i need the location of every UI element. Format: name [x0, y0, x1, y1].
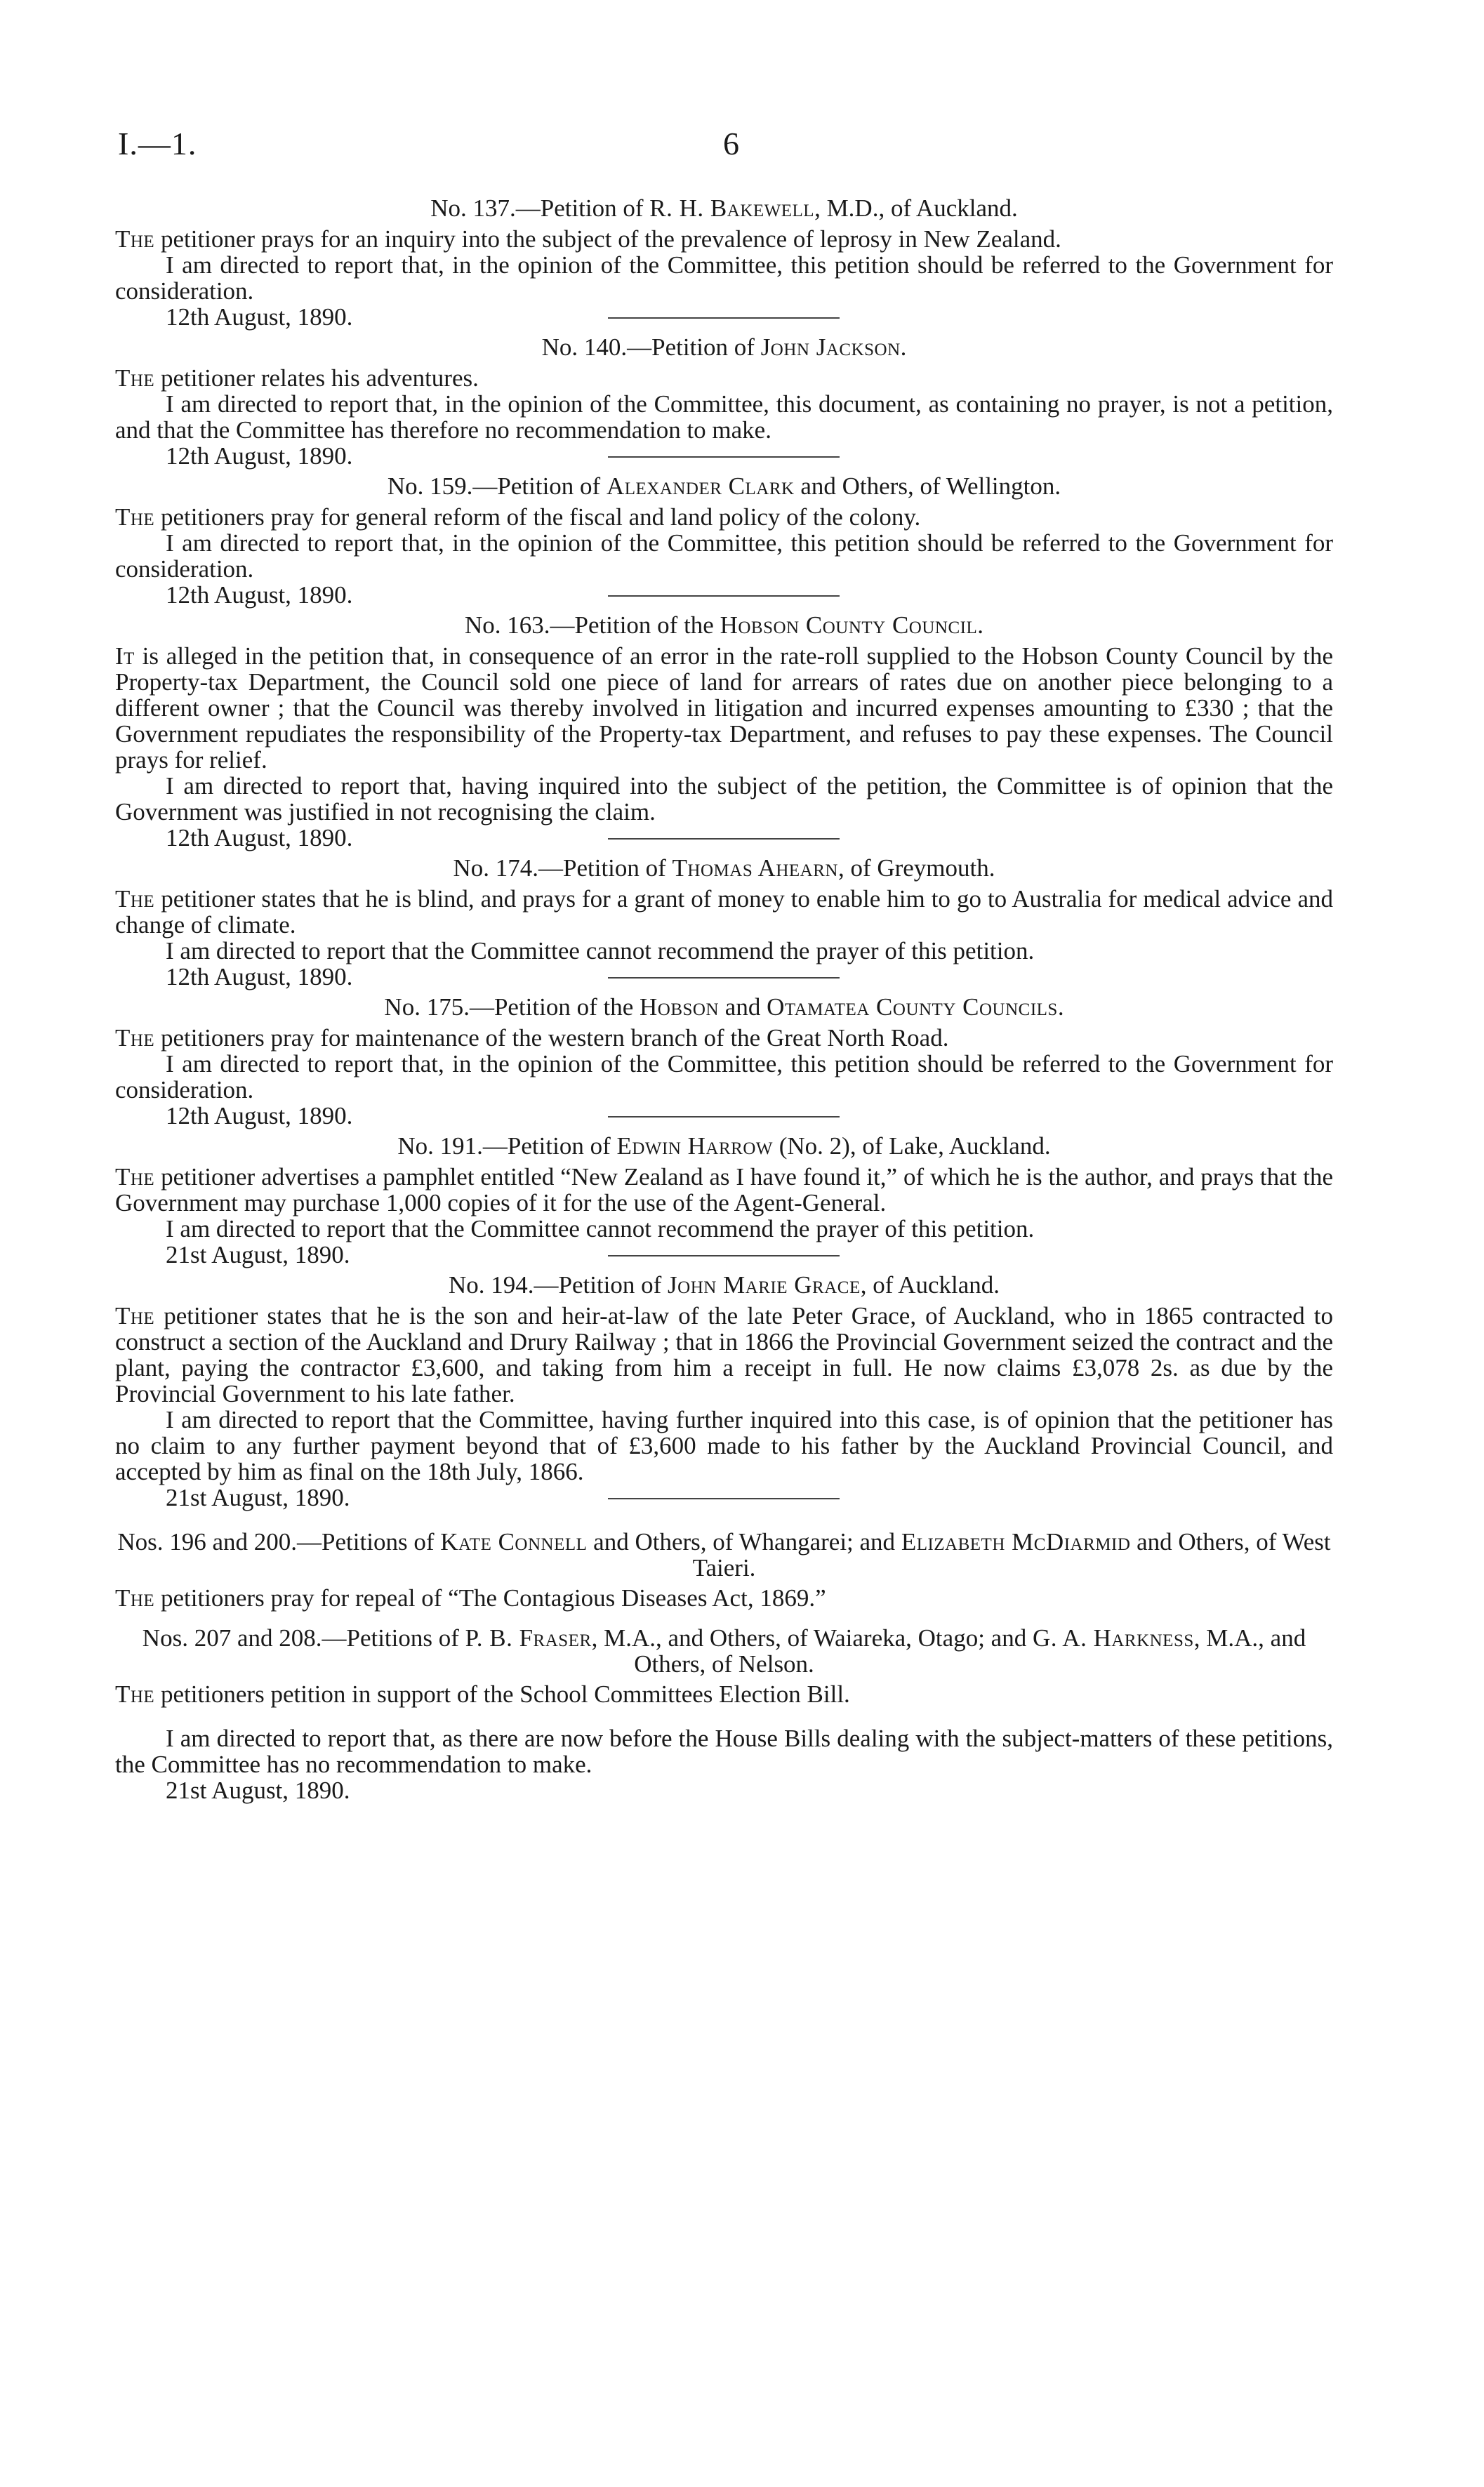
heading-text: Nos. 207 and 208.—Petitions of: [142, 1624, 465, 1652]
heading-text: , M.A., and Others, of Waiareka, Otago; and: [591, 1624, 1033, 1652]
heading-text: and: [719, 993, 767, 1021]
petition-section-140: [115, 333, 1333, 470]
petition-heading: [115, 473, 1333, 500]
heading-text: No. 191.—Petition of: [397, 1132, 617, 1160]
section-divider: [608, 456, 840, 458]
petition-heading: [115, 612, 1333, 639]
committee-report: I am directed to report that, as there are now before the House Bills dealing with the subject-matters of these petitions, the Committee has no recommendation to make.: [115, 1725, 1333, 1778]
committee-report: I am directed to report that the Committee cannot recommend the prayer of this petition.: [166, 937, 1035, 964]
petition-heading: [115, 195, 1333, 222]
report-date: 12th August, 1890.: [166, 581, 353, 609]
petition-heading: [115, 1133, 1333, 1160]
summary-text: petitioner states that he is the son and heir-at-law of the late Peter Grace, of Auckland, who in 1865 contracted to construct a section of the Auckland and Drury Railway ; that in 1866 the Provincial Government seized the contract and the plant, paying the contractor £3,600, and taking from him a receipt in full. He now claims £3,078 2s. as due by the Provincial Government to his late father.: [115, 1302, 1333, 1407]
report-date: 12th August, 1890.: [166, 1102, 353, 1129]
section-divider: [608, 838, 840, 840]
section-divider: [608, 1255, 840, 1256]
heading-text: (No. 2), of Lake, Auckland.: [772, 1132, 1051, 1160]
report-date: 21st August, 1890.: [166, 1484, 350, 1511]
petition-section-137: [115, 194, 1333, 331]
petitioner-name: R. H. Bakewell: [649, 194, 815, 222]
petition-section-combined: [115, 1515, 1333, 1803]
petitioner-name: John Jackson: [760, 333, 901, 361]
lead-word: The: [115, 1680, 155, 1708]
section-divider: [608, 595, 840, 597]
parliamentary-paper-reference: I.—1.: [118, 126, 197, 161]
committee-report: I am directed to report that the Committee, having further inquired into this case, is of opinion that the petitioner has no claim to any further payment beyond that of £3,600 made to his father by the Auckland Provincial Council, and accepted by him as final on the 18th July, 1866.: [115, 1406, 1333, 1485]
heading-text: , of Greymouth.: [837, 854, 995, 882]
summary-text: petitioner advertises a pamphlet entitled “New Zealand as I have found it,” of which he is the author, and prays that the Government may purchase 1,000 copies of it for the use of the Agent-General.: [115, 1163, 1333, 1216]
section-divider: [608, 317, 840, 319]
heading-text: , M.D., of Auckland.: [814, 194, 1018, 222]
petition-summary: [115, 1025, 1333, 1051]
heading-text: and Others, of Wellington.: [794, 472, 1061, 500]
petition-summary: [115, 886, 1333, 938]
summary-text: petitioners pray for repeal of “The Contagious Diseases Act, 1869.”: [154, 1584, 826, 1612]
report-date: 21st August, 1890.: [166, 1241, 350, 1268]
petition-summary: [115, 226, 1333, 252]
petition-section-175: [115, 993, 1333, 1129]
lead-word: The: [115, 1024, 155, 1052]
petitioner-name: Alexander Clark: [606, 472, 795, 500]
petition-section-163: [115, 611, 1333, 851]
petitioner-name: G. A. Harkness: [1032, 1624, 1194, 1652]
petitioner-name: Kate Connell: [440, 1528, 588, 1556]
heading-text: , of Auckland.: [860, 1271, 1000, 1299]
petition-heading: [115, 1625, 1333, 1677]
section-divider: [608, 1498, 840, 1499]
heading-text: No. 194.—Petition of: [448, 1271, 668, 1299]
petition-summary: [115, 504, 1333, 530]
summary-text: petitioners petition in support of the School Committees Election Bill.: [154, 1680, 850, 1708]
petitioner-name: Thomas Ahearn: [672, 854, 838, 882]
lead-word: It: [115, 642, 135, 670]
petition-summary: [115, 1303, 1333, 1407]
committee-report: I am directed to report that, in the opinion of the Committee, this petition should be referred to the Government for consideration.: [115, 1050, 1333, 1103]
petition-section-174: [115, 854, 1333, 990]
summary-text: petitioner states that he is blind, and prays for a grant of money to enable him to go to Australia for medical advice and change of climate.: [115, 885, 1333, 939]
lead-word: The: [115, 503, 155, 531]
petition-summary: [115, 1681, 1333, 1707]
petition-summary: [115, 1164, 1333, 1216]
petition-summary: [115, 643, 1333, 773]
lead-word: The: [115, 364, 155, 392]
petitions-report-body: [115, 195, 1333, 1803]
report-date: 21st August, 1890.: [166, 1777, 350, 1804]
lead-word: The: [115, 1163, 155, 1191]
section-divider: [608, 1116, 840, 1118]
summary-text: petitioners pray for maintenance of the western branch of the Great North Road.: [154, 1024, 949, 1052]
petition-section-191: [115, 1132, 1333, 1268]
petition-heading: [115, 994, 1333, 1021]
petition-summary: [115, 1585, 1333, 1611]
report-date: 12th August, 1890.: [166, 963, 353, 990]
heading-text: .: [977, 611, 983, 639]
heading-text: No. 163.—Petition of the: [465, 611, 720, 639]
heading-text: No. 175.—Petition of the: [384, 993, 640, 1021]
petitioner-name: John Marie Grace: [668, 1271, 861, 1299]
petition-heading: [115, 334, 1333, 361]
summary-text: petitioner relates his adventures.: [154, 364, 479, 392]
petitioner-name: Elizabeth McDiarmid: [901, 1528, 1131, 1556]
lead-word: The: [115, 225, 155, 253]
petition-summary: [115, 365, 1333, 391]
committee-report: I am directed to report that, in the opinion of the Committee, this petition should be referred to the Government for consideration.: [115, 529, 1333, 583]
lead-word: The: [115, 1302, 155, 1329]
report-date: 12th August, 1890.: [166, 442, 353, 470]
section-divider: [608, 977, 840, 979]
lead-word: The: [115, 1584, 155, 1612]
summary-text: petitioner prays for an inquiry into the subject of the prevalence of leprosy in New Zealand.: [154, 225, 1061, 253]
petitioner-name: Hobson County Council: [720, 611, 978, 639]
petition-section-194: [115, 1271, 1333, 1511]
heading-text: No. 159.—Petition of: [387, 472, 607, 500]
heading-text: .: [1057, 993, 1064, 1021]
heading-text: No. 174.—Petition of: [453, 854, 673, 882]
petitioner-name: P. B. Fraser: [465, 1624, 592, 1652]
summary-text: is alleged in the petition that, in consequence of an error in the rate-roll supplied to the Hobson County Council by the Property-tax Department, the Council sold one piece of land for arrears of rates due on another piece belonging to a different owner ; that the Council was thereby involved in litigation and incurred expenses amounting to £330 ; that the Government repudiates the responsibility of the Property-tax Department, and refuses to pay these expenses. The Council prays for relief.: [115, 642, 1333, 774]
committee-report: I am directed to report that the Committee cannot recommend the prayer of this petition.: [166, 1215, 1035, 1242]
report-date: 12th August, 1890.: [166, 303, 353, 331]
committee-report: I am directed to report that, in the opinion of the Committee, this document, as containing no prayer, is not a petition, and that the Committee has therefore no recommendation to make.: [115, 390, 1333, 444]
page-number: 6: [723, 126, 739, 161]
summary-text: petitioners pray for general reform of the fiscal and land policy of the colony.: [154, 503, 921, 531]
heading-text: , M.A., and Others, of Nelson.: [634, 1624, 1306, 1678]
heading-text: Nos. 196 and 200.—Petitions of: [117, 1528, 441, 1556]
petition-heading: [115, 1272, 1333, 1299]
heading-text: and Others, of West Taieri.: [692, 1528, 1331, 1581]
petitioner-name: Hobson: [640, 993, 720, 1021]
heading-text: and Others, of Whangarei; and: [587, 1528, 901, 1556]
report-date: 12th August, 1890.: [166, 824, 353, 851]
petition-heading: [115, 1529, 1333, 1581]
heading-text: .: [900, 333, 907, 361]
petition-heading: [115, 855, 1333, 882]
petition-section-159: [115, 472, 1333, 609]
heading-text: No. 140.—Petition of: [541, 333, 761, 361]
heading-text: No. 137.—Petition of: [430, 194, 650, 222]
petitioner-name: Edwin Harrow: [616, 1132, 773, 1160]
petitioner-name: Otamatea County Councils: [767, 993, 1058, 1021]
committee-report: I am directed to report that, having inquired into the subject of the petition, the Committee is of opinion that the Government was justified in not recognising the claim.: [115, 772, 1333, 825]
lead-word: The: [115, 885, 155, 913]
committee-report: I am directed to report that, in the opinion of the Committee, this petition should be referred to the Government for consideration.: [115, 251, 1333, 305]
